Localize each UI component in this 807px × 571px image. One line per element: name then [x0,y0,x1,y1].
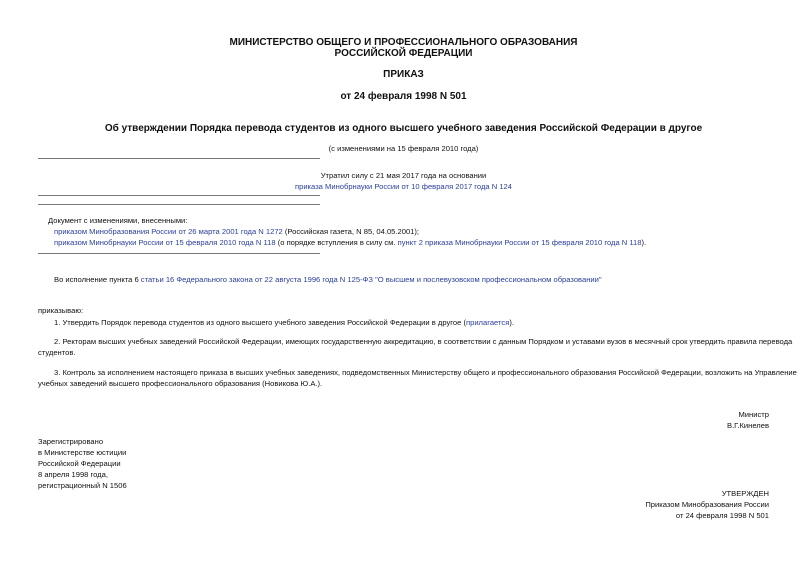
point-1-end: ). [509,318,514,327]
signatory-position: Министр [738,410,769,419]
approval-line1: УТВЕРЖДЕН [721,489,769,498]
amendment-2-effect-link[interactable]: пункт 2 приказа Минобрнауки России от 15 февраля 2010 года N 118 [397,238,642,247]
edition-note: (с изменениями на 15 февраля 2010 года) [328,144,479,153]
registration-line4: 8 апреля 1998 года, [38,470,108,479]
point-2-line2: студентов. [38,348,76,357]
point-1 [54,317,514,328]
amendment-item-2 [54,237,646,248]
point-2-line1: 2. Ректорам высших учебных заведений Российской Федерации, имеющих государственную аккредитацию, в соответствии с данным Порядком и уставами вузов в месячный срок утвердить правила перевода [54,337,793,346]
point-3-line1: 3. Контроль за исполнением настоящего приказа в высших учебных заведениях, подведомственных Министерству общего и профессионального образования Российской Федерации, возложить на Управление [54,368,797,377]
registration-line5: регистрационный N 1506 [38,481,127,490]
amendment-1-source: (Российская газета, N 85, 04.05.2001); [282,227,420,236]
registration-line3: Российской Федерации [38,459,121,468]
registration-line2: в Министерстве юстиции [38,448,127,457]
amendment-2-note: (о порядке вступления в силу см. [275,238,398,247]
repeal-link-wrap [0,181,807,192]
ministry-name-line2: РОССИЙСКОЙ ФЕДЕРАЦИИ [334,48,473,59]
document-title: Об утверждении Порядка перевода студентов из одного высшего учебного заведения Российской Федерации в другое [104,123,703,134]
repeal-order-link[interactable]: приказа Минобрнауки России от 10 февраля 2017 года N 124 [294,182,512,191]
approval-line2: Приказом Минобразования России [645,500,769,509]
federal-law-link[interactable]: статьи 16 Федерального закона от 22 августа 1996 года N 125-ФЗ "О высшем и послевузовском профессиональном образовании" [140,275,602,284]
amendment-item-1 [54,226,419,237]
divider [38,204,320,205]
point-3-line2: учебных заведений высшего профессионального образования (Новикова Ю.А.). [38,379,323,388]
ministry-name-line1: МИНИСТЕРСТВО ОБЩЕГО И ПРОФЕССИОНАЛЬНОГО ОБРАЗОВАНИЯ [229,37,578,48]
document-type: ПРИКАЗ [383,69,424,80]
registration-line1: Зарегистрировано [38,437,104,446]
preamble-prefix: Во исполнение пункта 6 [54,275,141,284]
annex-link[interactable]: прилагается [465,318,510,327]
preamble [54,274,602,285]
amendment-2-end: ). [641,238,647,247]
amendment-2-link[interactable]: приказом Минобрнауки России от 15 февраля 2010 года N 118 [54,238,276,247]
document-date: от 24 февраля 1998 N 501 [340,91,467,102]
amendments-intro: Документ с изменениями, внесенными: [48,216,188,225]
signatory-name: В.Г.Кинелев [727,421,769,430]
divider [38,195,320,196]
divider [38,253,320,254]
divider [38,158,320,159]
point-1-text: 1. Утвердить Порядок перевода студентов из одного высшего учебного заведения Российской Федерации в другое ( [54,318,466,327]
order-word: приказываю: [38,306,84,315]
repeal-text: Утратил силу с 21 мая 2017 года на основании [320,171,487,180]
approval-line3: от 24 февраля 1998 N 501 [675,511,769,520]
amendment-1-link[interactable]: приказом Минобразования России от 26 марта 2001 года N 1272 [54,227,283,236]
